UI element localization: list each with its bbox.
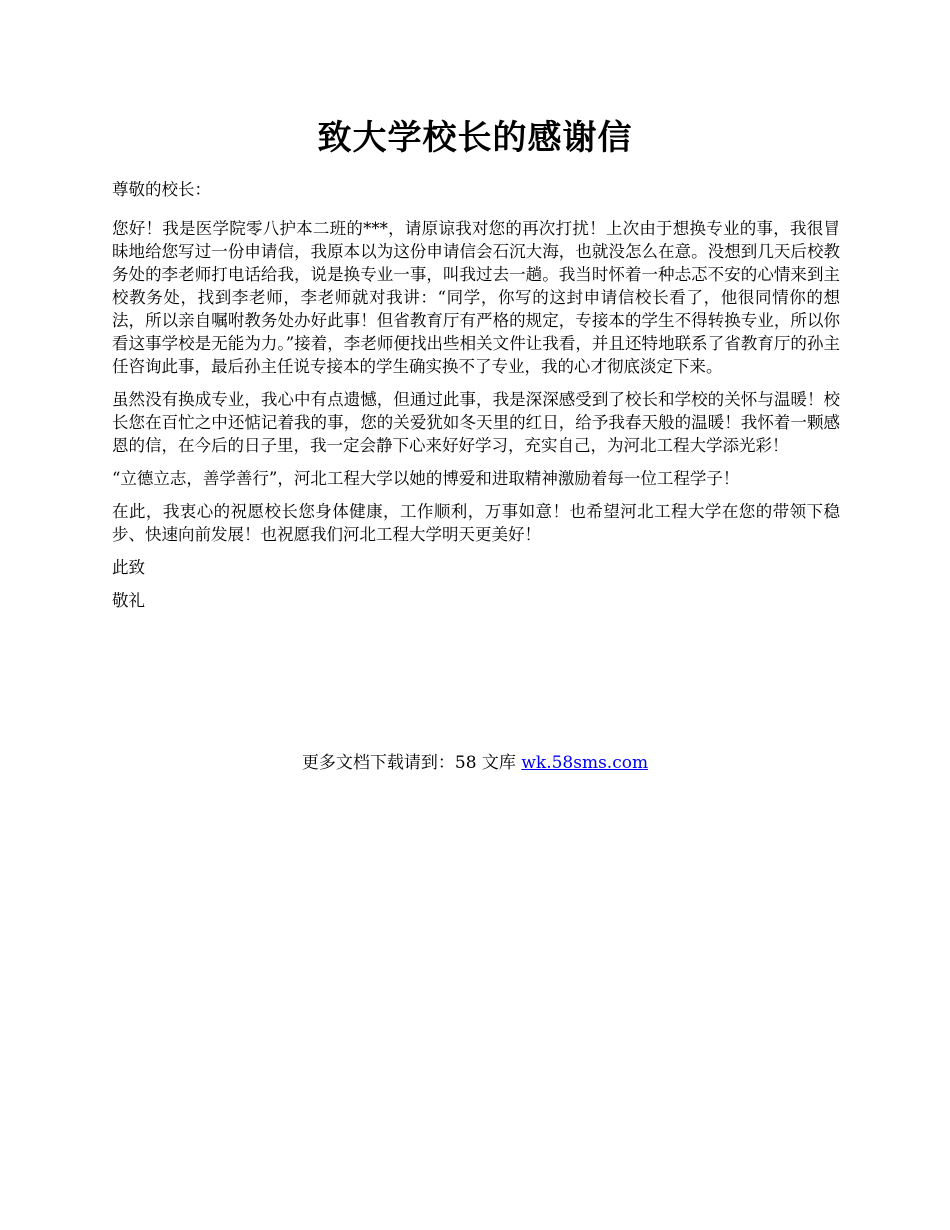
document-title: 致大学校长的感谢信: [317, 118, 633, 158]
closing-line-1: 此致: [112, 558, 145, 577]
salutation: 尊敬的校长：: [112, 180, 211, 199]
letter-body: [112, 178, 840, 622]
download-footer: [0, 750, 950, 776]
paragraph-3: “立德立志，善学善行”，河北工程大学以她的博爱和进取精神激励着每一位工程学子！: [112, 469, 740, 488]
footer-link[interactable]: wk.58sms.com: [521, 753, 649, 773]
paragraph-4: 在此，我衷心的祝愿校长您身体健康，工作顺利，万事如意！也希望河北工程大学在您的带领下稳步、快速向前发展！也祝愿我们河北工程大学明天更美好！: [112, 502, 840, 544]
paragraph-2: 虽然没有换成专业，我心中有点遗憾，但通过此事，我是深深感受到了校长和学校的关怀与温暖！校长您在百忙之中还惦记着我的事，您的关爱犹如冬天里的红日，给予我春天般的温暖！我怀着一颗感恩的信，在今后的日子里，我一定会静下心来好好学习，充实自己，为河北工程大学添光彩！: [112, 390, 840, 455]
footer-prefix: 更多文档下载请到：58 文库: [301, 753, 522, 773]
closing-line-2: 敬礼: [112, 591, 145, 610]
paragraph-1: 您好！我是医学院零八护本二班的***，请原谅我对您的再次打扰！上次由于想换专业的事，我很冒昧地给您写过一份申请信，我原本以为这份申请信会石沉大海，也就没怎么在意。没想到几天后校教务处的李老师打电话给我，说是换专业一事，叫我过去一趟。我当时怀着一种忐忑不安的心情来到主校教务处，找到李老师，李老师就对我讲：“同学，你写的这封申请信校长看了，他很同情你的想法，所以亲自嘱咐教务处办好此事！但省教育厅有严格的规定，专接本的学生不得转换专业，所以你看这事学校是无能为力。”接着，李老师便找出些相关文件让我看，并且还特地联系了省教育厅的孙主任咨询此事，最后孙主任说专接本的学生确实换不了专业，我的心才彻底淡定下来。: [112, 219, 840, 376]
